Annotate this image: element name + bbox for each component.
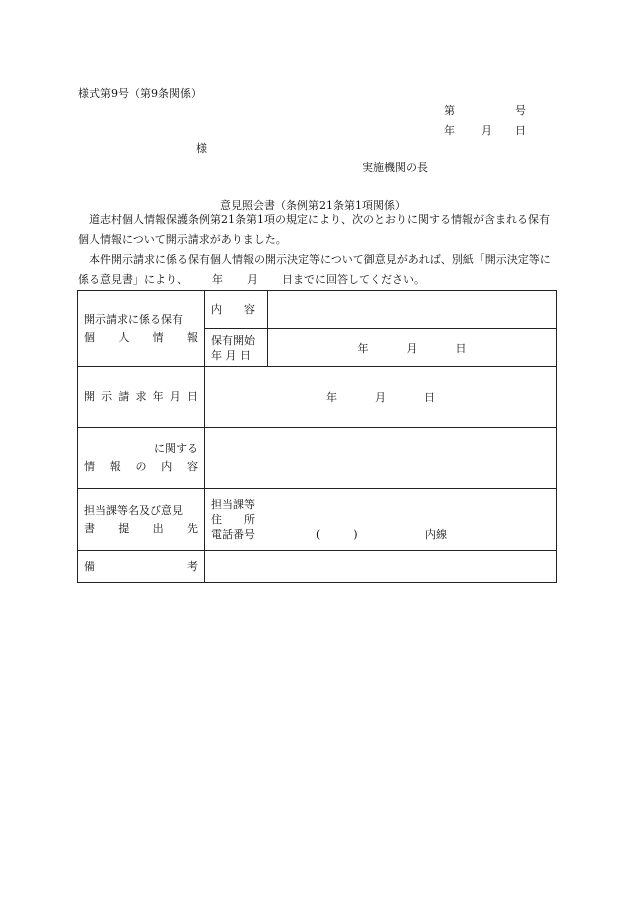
date-day: 日 bbox=[515, 124, 526, 137]
remarks-field[interactable] bbox=[205, 551, 557, 583]
address-label: 住 所 bbox=[211, 513, 255, 526]
form-number: 様式第9号（第9条関係） bbox=[78, 87, 202, 100]
paragraph-2 bbox=[78, 250, 558, 290]
request-date-field[interactable]: 年 月 日 bbox=[205, 367, 557, 428]
paragraph-2-year: 年 bbox=[212, 273, 223, 286]
info-content-label: に関する 情 報 の 内 容 bbox=[78, 428, 205, 489]
personal-info-label bbox=[78, 291, 205, 367]
inquiry-form-table bbox=[77, 290, 557, 583]
doc-number-prefix: 第 bbox=[444, 104, 455, 117]
content-field[interactable] bbox=[268, 291, 557, 329]
content-label: 内 容 bbox=[205, 291, 268, 329]
phone-parens: ( ) bbox=[316, 528, 358, 541]
phone-line bbox=[211, 527, 550, 542]
sender: 実施機関の長 bbox=[362, 161, 428, 174]
extension-label: 内線 bbox=[425, 528, 447, 541]
paragraph-2-month: 月 bbox=[247, 273, 258, 286]
date-month: 月 bbox=[481, 124, 492, 137]
remarks-label: 備 考 bbox=[78, 551, 205, 583]
personal-info-label-line1: 開示請求に係る保有 bbox=[84, 312, 183, 326]
doc-number-suffix: 号 bbox=[515, 104, 526, 117]
addressee-suffix: 様 bbox=[196, 142, 207, 155]
personal-info-label-line2: 個 人 情 報 bbox=[84, 330, 198, 344]
paragraph-2-text: 本件開示請求に係る保有個人情報の開示決定等について御意見があれば、別紙「開示決定等に係る意見書」により、 bbox=[78, 253, 551, 286]
dept-label: 担当課等 bbox=[211, 498, 255, 511]
paragraph-2-day: 日までに回答してください。 bbox=[282, 273, 425, 286]
phone-label: 電話番号 bbox=[211, 528, 255, 541]
info-content-field[interactable] bbox=[205, 428, 557, 489]
document-title: 意見照会書（条例第21条第1項関係） bbox=[220, 199, 406, 212]
retention-start-label: 保有開始 年 月 日 bbox=[205, 329, 268, 367]
submission-destination-label: 担当課等名及び意見 書 提 出 先 bbox=[78, 489, 205, 551]
submission-destination-field[interactable] bbox=[205, 489, 557, 551]
date-year: 年 bbox=[444, 124, 455, 137]
retention-start-date-field[interactable]: 年 月 日 bbox=[268, 329, 557, 367]
request-date-label: 開 示 請 求 年 月 日 bbox=[78, 367, 205, 428]
paragraph-1: 道志村個人情報保護条例第21条第1項の規定により、次のとおりに関する情報が含まれる保有個人情報について開示請求がありました。 bbox=[78, 213, 550, 246]
